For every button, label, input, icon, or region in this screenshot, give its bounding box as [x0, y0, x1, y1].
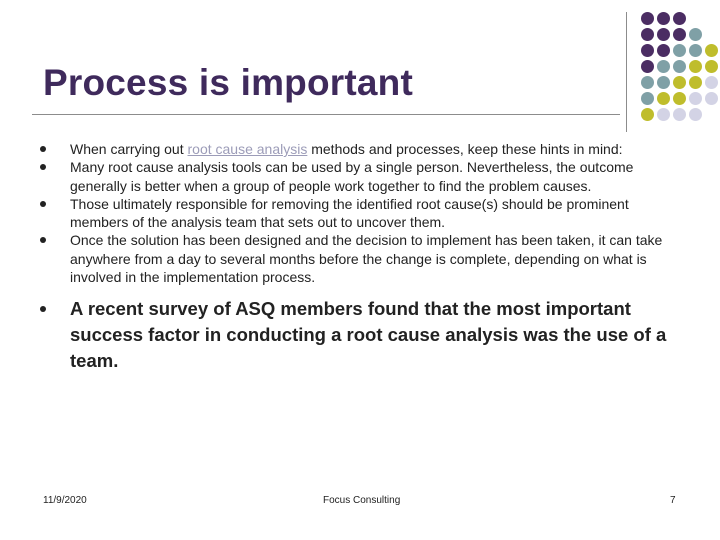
- title-divider: [32, 114, 620, 115]
- dot-olive: [705, 60, 718, 73]
- dot-teal: [641, 76, 654, 89]
- bullet-icon: [40, 237, 46, 243]
- slide-title: Process is important: [43, 62, 414, 103]
- dot-teal: [673, 44, 686, 57]
- dot-purple: [657, 44, 670, 57]
- dot-lavender: [673, 108, 686, 121]
- bullet-text: Many root cause analysis tools can be used by a single person. Nevertheless, the outcome generally is better when a group of people work together to find the problem causes.: [70, 159, 634, 194]
- dot-olive: [673, 92, 686, 105]
- bullet-text: Once the solution has been designed and the decision to implement has been taken, it can take anywhere from a day to several months before the change is complete, depending on what is involved in the implementation process.: [70, 232, 663, 286]
- bullet-item: [38, 158, 678, 195]
- dot-teal: [657, 60, 670, 73]
- dot-lavender: [689, 108, 702, 121]
- dot-lavender: [705, 92, 718, 105]
- dot-olive: [641, 108, 654, 121]
- dot-purple: [641, 28, 654, 41]
- dot-purple: [673, 12, 686, 25]
- dot-lavender: [705, 76, 718, 89]
- dot-purple: [641, 44, 654, 57]
- bullet-text: methods and processes, keep these hints in mind:: [307, 141, 623, 157]
- bullet-item-highlight: [38, 296, 678, 374]
- bullet-text: A recent survey of ASQ members found that the most important success factor in conducting a root cause analysis was the use of a team.: [70, 298, 667, 372]
- dot-purple: [657, 12, 670, 25]
- bullet-icon: [40, 306, 46, 312]
- dot-teal: [689, 28, 702, 41]
- dot-teal: [673, 60, 686, 73]
- bullet-text: Those ultimately responsible for removing the identified root cause(s) should be prominent members of the analysis team that sets out to uncover them.: [70, 195, 629, 231]
- bullet-icon: [40, 146, 46, 152]
- dot-olive: [689, 76, 702, 89]
- bullet-item: [38, 231, 678, 286]
- dot-purple: [641, 60, 654, 73]
- footer-date: 11/9/2020: [43, 495, 87, 506]
- bullet-icon: [40, 164, 46, 170]
- dot-teal: [641, 92, 654, 105]
- footer-center-text: Focus Consulting: [323, 495, 401, 506]
- dot-olive: [689, 60, 702, 73]
- bullet-text: When carrying out: [70, 141, 188, 157]
- dot-lavender: [657, 108, 670, 121]
- dot-purple: [657, 28, 670, 41]
- page-number: 7: [670, 495, 676, 506]
- dot-teal: [657, 76, 670, 89]
- dot-purple: [673, 28, 686, 41]
- dot-purple: [641, 12, 654, 25]
- dot-olive: [705, 44, 718, 57]
- dot-lavender: [689, 92, 702, 105]
- dot-olive: [673, 76, 686, 89]
- dot-olive: [657, 92, 670, 105]
- bullet-item: [38, 195, 678, 232]
- root-cause-analysis-link[interactable]: root cause analysis: [187, 141, 308, 157]
- vertical-divider: [626, 12, 627, 132]
- bullet-icon: [40, 201, 46, 207]
- dot-teal: [689, 44, 702, 57]
- bullet-item: [38, 140, 678, 158]
- bullet-list: [38, 140, 678, 374]
